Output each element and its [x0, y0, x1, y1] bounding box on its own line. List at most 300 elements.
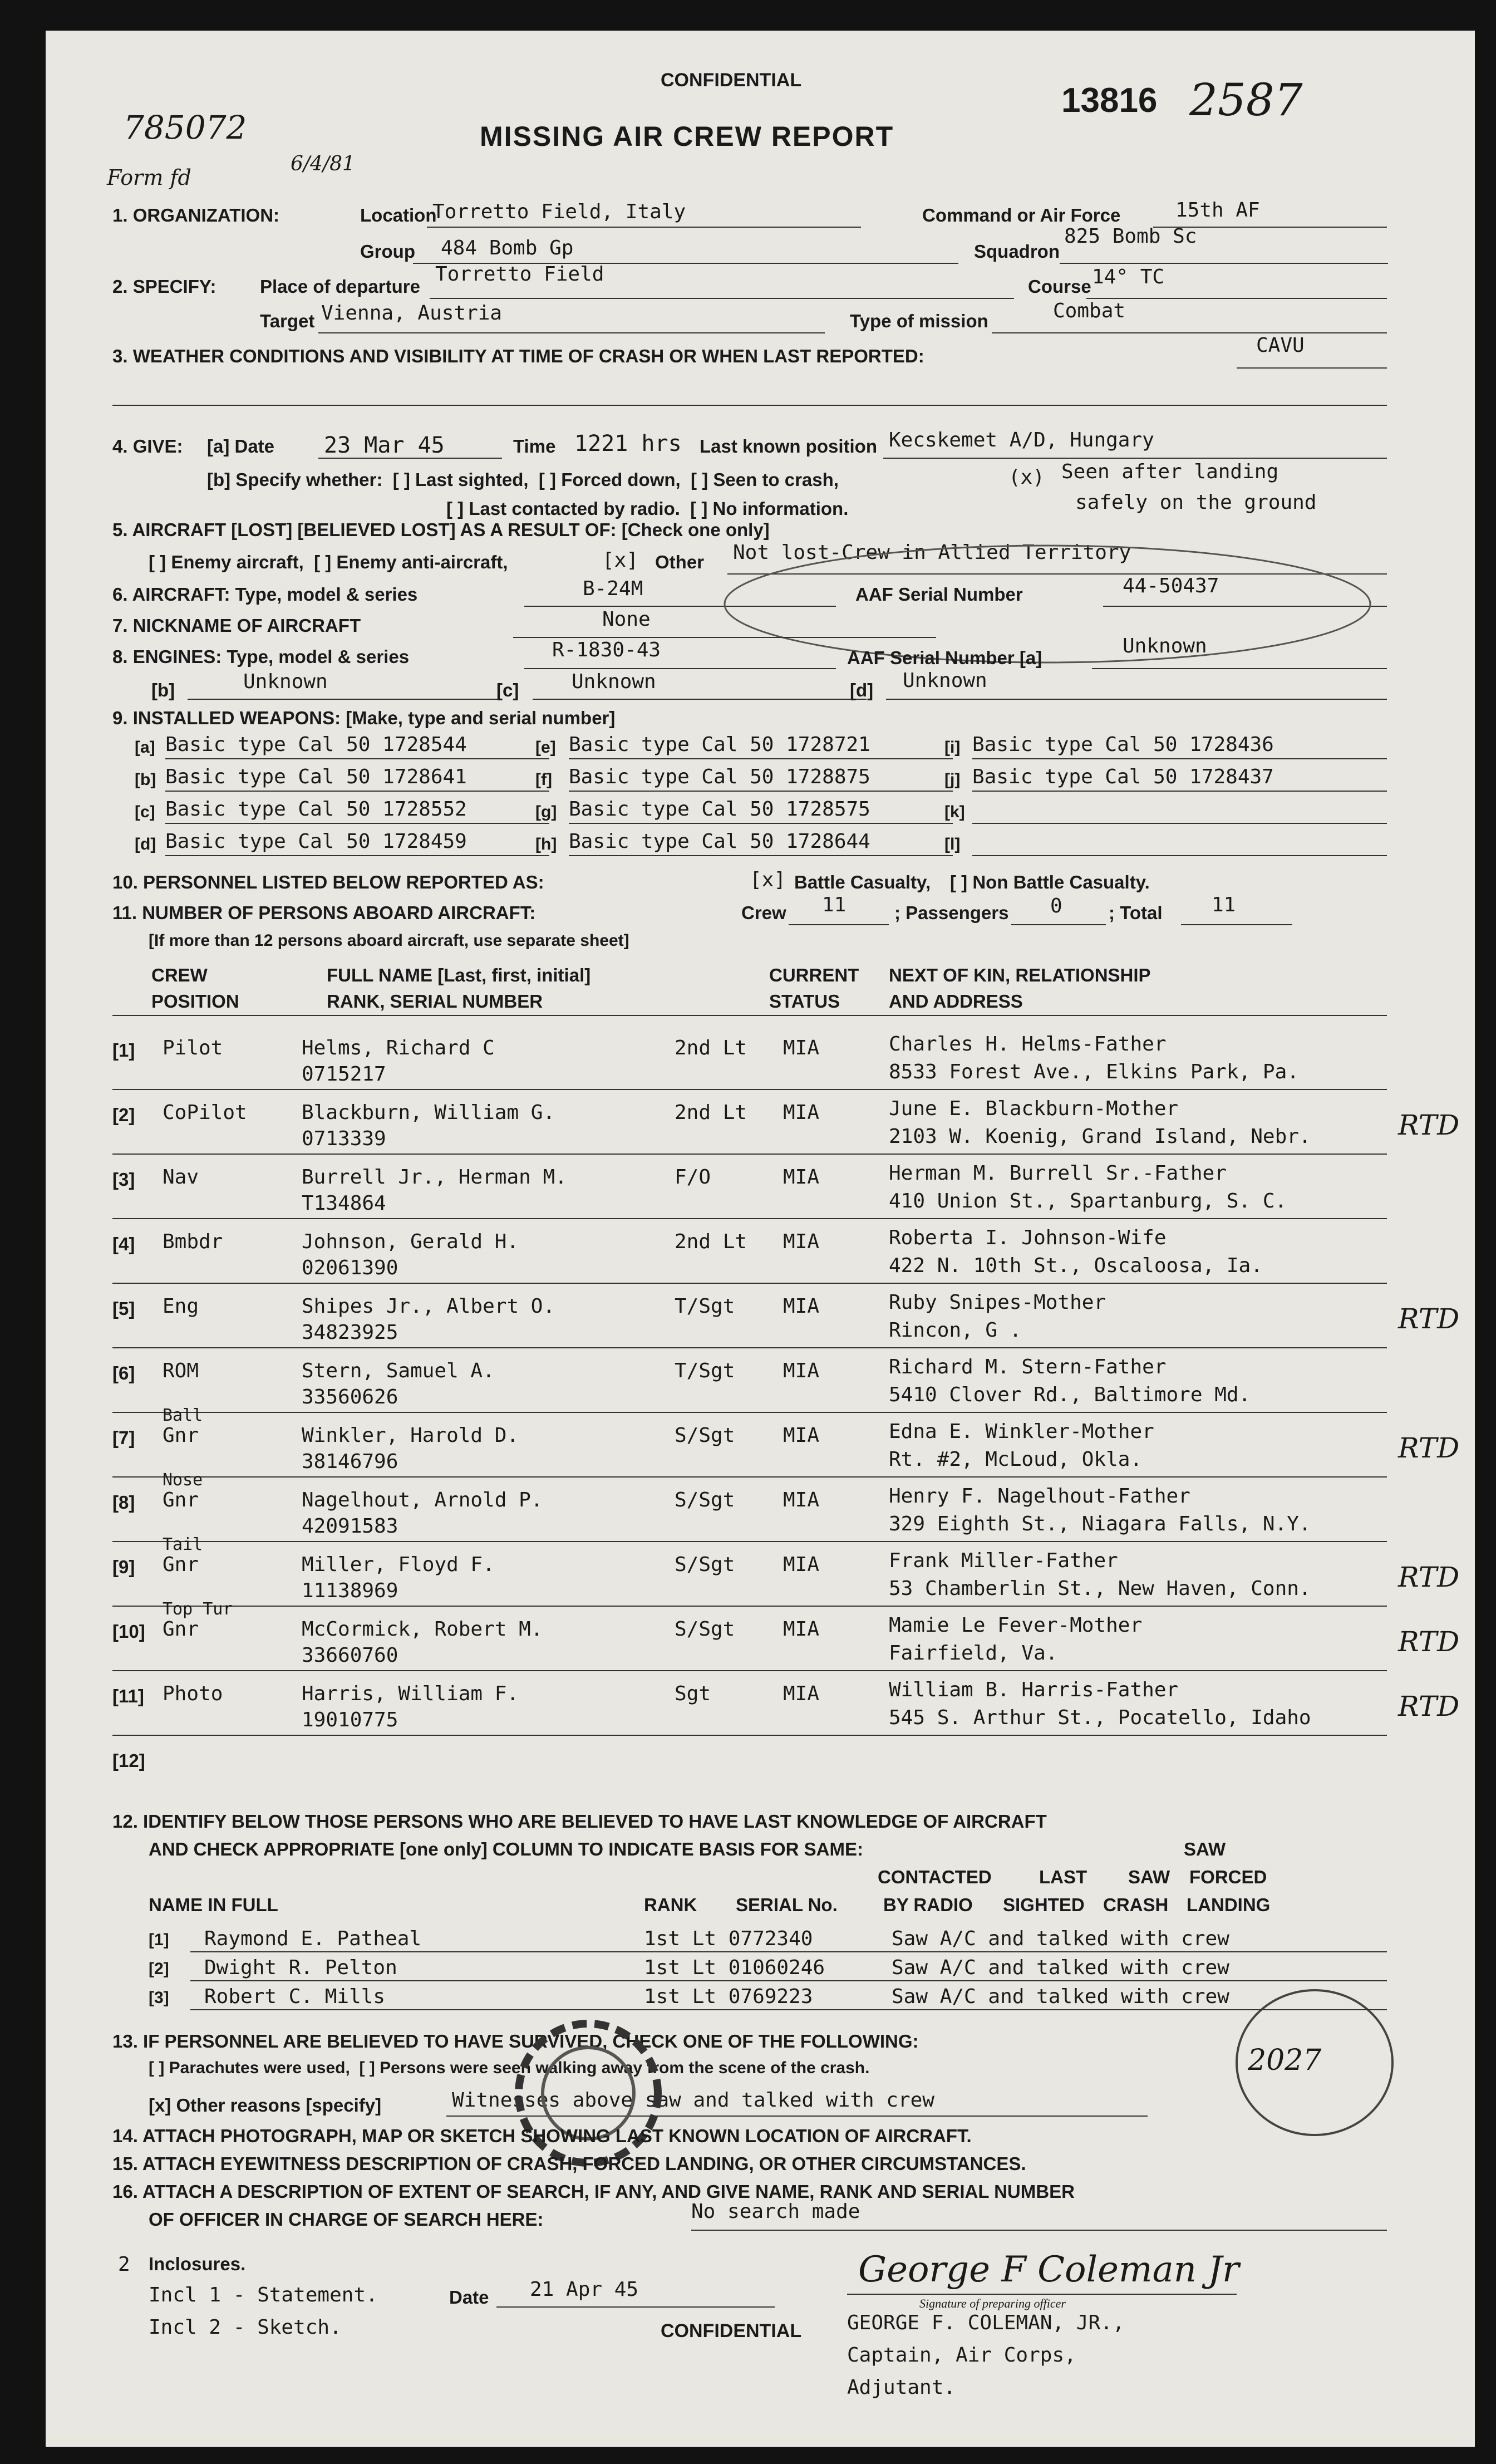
engine-d-label: [d]: [850, 680, 874, 700]
crew-next-of-kin: Henry F. Nagelhout-Father: [889, 1485, 1190, 1508]
engine-b-label: [b]: [151, 680, 175, 700]
weapon-key: [i]: [944, 738, 961, 757]
crew-rank: S/Sgt: [675, 1424, 735, 1447]
crew-position: Photo: [163, 1682, 223, 1705]
crew-position: Bmbdr: [163, 1230, 223, 1253]
crew-full-name: Blackburn, William G.: [302, 1101, 555, 1124]
crew-full-name: McCormick, Robert M.: [302, 1618, 543, 1641]
crew-row-line: [112, 1476, 1387, 1478]
knowledge-row-number: [3]: [149, 1989, 169, 2007]
crew-status: MIA: [783, 1682, 820, 1705]
item1-label: 1. ORGANIZATION:: [112, 205, 280, 225]
weapon-key: [g]: [535, 803, 557, 821]
specify-line-1: [b] Specify whether: [ ] Last sighted, [ ] Forced down, [ ] Seen to crash,: [207, 469, 839, 490]
knowledge-row-line: [190, 1951, 1387, 1952]
knowledge-rank-serial: 1st Lt 0769223: [644, 1985, 813, 2008]
crew-count-value: 11: [822, 894, 847, 916]
crew-row-line: [112, 1606, 1387, 1607]
battle-casualty-label: Battle Casualty,: [794, 872, 931, 892]
signature-line: [847, 2294, 1237, 2295]
position-value: Kecskemet A/D, Hungary: [889, 429, 1154, 451]
handwritten-note: Form fd: [107, 165, 191, 190]
engine-d-line: [886, 699, 1387, 700]
course-value: 14° TC: [1092, 266, 1165, 288]
weapon-line: [972, 855, 1387, 856]
handwritten-signature: George F Coleman Jr: [858, 2249, 1239, 2290]
mission-line: [992, 332, 1387, 333]
target-label: Target: [260, 311, 315, 331]
weapon-key: [f]: [535, 770, 552, 789]
knowledge-basis: Saw A/C and talked with crew: [892, 1985, 1229, 2008]
item12-header-sighted: SIGHTED: [1003, 1894, 1085, 1915]
officer-name: GEORGE F. COLEMAN, JR.,: [847, 2311, 1125, 2334]
crew-rtd-note: RTD: [1398, 1626, 1460, 1658]
command-label: Command or Air Force: [922, 205, 1121, 225]
crew-serial-number: 33560626: [302, 1386, 398, 1408]
crew-rtd-note: RTD: [1398, 1690, 1460, 1722]
crew-position: Nav: [163, 1166, 199, 1189]
location-value: Torretto Field, Italy: [432, 200, 686, 223]
crew-serial-number: 0715217: [302, 1063, 386, 1086]
knowledge-name: Robert C. Mills: [204, 1985, 386, 2008]
crew-address: 5410 Clover Rd., Baltimore Md.: [889, 1383, 1251, 1406]
header-rank-serial: RANK, SERIAL NUMBER: [327, 991, 543, 1012]
item12-header-forced: FORCED: [1189, 1867, 1267, 1887]
handwritten-number: 2587: [1189, 74, 1303, 126]
header-underline: [112, 1015, 1387, 1016]
crew-row-number: [5]: [112, 1298, 135, 1319]
crew-position: ROM: [163, 1359, 199, 1382]
engine-type-line: [524, 668, 836, 669]
crew-status: MIA: [783, 1166, 820, 1189]
crew-next-of-kin: June E. Blackburn-Mother: [889, 1097, 1179, 1120]
signature-label: Signature of preparing officer: [919, 2296, 1066, 2310]
item12-header-crash: CRASH: [1103, 1894, 1169, 1915]
crew-rtd-note: RTD: [1398, 1561, 1460, 1593]
inclosures-label: Inclosures.: [149, 2254, 246, 2274]
inclosure-1: Incl 1 - Statement.: [149, 2284, 378, 2306]
departure-value: Torretto Field: [435, 263, 604, 286]
item6-label: 6. AIRCRAFT: Type, model & series: [112, 584, 418, 605]
nickname-value: None: [602, 608, 651, 631]
crew-count-line: [789, 924, 889, 925]
item12-header-last: LAST: [1039, 1867, 1087, 1887]
crew-serial-number: 42091583: [302, 1515, 398, 1538]
crew-position: Gnr: [163, 1553, 199, 1576]
crew-full-name: Nagelhout, Arnold P.: [302, 1489, 543, 1511]
crew-rank: S/Sgt: [675, 1553, 735, 1576]
weapon-line: [569, 855, 953, 856]
circular-stamp: [508, 2013, 669, 2174]
crew-serial-number: 38146796: [302, 1450, 398, 1473]
crew-address: 410 Union St., Spartanburg, S. C.: [889, 1190, 1287, 1213]
knowledge-basis: Saw A/C and talked with crew: [892, 1927, 1229, 1950]
squadron-label: Squadron: [974, 241, 1060, 262]
knowledge-name: Dwight R. Pelton: [204, 1956, 397, 1979]
item12-header-landing: LANDING: [1187, 1894, 1271, 1915]
crew-row-number: [7]: [112, 1427, 135, 1448]
item16-line: [691, 2230, 1387, 2231]
weather-value: CAVU: [1256, 334, 1305, 357]
item16-line-1: 16. ATTACH A DESCRIPTION OF EXTENT OF SEARCH, IF ANY, AND GIVE NAME, RANK AND SERIAL NUMBER: [112, 2181, 1075, 2202]
crew-position: CoPilot: [163, 1101, 247, 1124]
position-label: Last known position: [700, 436, 877, 457]
crew-full-name: Johnson, Gerald H.: [302, 1230, 519, 1253]
crew-full-name: Winkler, Harold D.: [302, 1424, 519, 1447]
time-value: 1221 hrs: [574, 431, 682, 457]
aircraft-type-value: B-24M: [583, 577, 643, 600]
command-value: 15th AF: [1175, 199, 1260, 222]
item12-header-by-radio: BY RADIO: [883, 1894, 973, 1915]
handwritten-id: 785072: [124, 109, 247, 146]
aircraft-serial-label: AAF Serial Number: [855, 584, 1023, 605]
crew-row-line: [112, 1283, 1387, 1284]
item15: 15. ATTACH EYEWITNESS DESCRIPTION OF CRASH, FORCED LANDING, OR OTHER CIRCUMSTANCES.: [112, 2153, 1026, 2174]
total-value: 11: [1212, 894, 1236, 916]
item13-line-2: [ ] Parachutes were used, [ ] Persons were seen walking away from the scene of the crash.: [149, 2059, 870, 2077]
header-next-of-kin: NEXT OF KIN, RELATIONSHIP: [889, 965, 1151, 985]
crew-position-top: Tail: [163, 1535, 203, 1554]
item12-header-serial: SERIAL No.: [736, 1894, 838, 1915]
total-line: [1181, 924, 1292, 925]
item11-label: 11. NUMBER OF PERSONS ABOARD AIRCRAFT:: [112, 902, 536, 923]
header-address: AND ADDRESS: [889, 991, 1023, 1012]
knowledge-row-number: [2]: [149, 1960, 169, 1978]
item13-other-label: [x] Other reasons [specify]: [149, 2095, 382, 2115]
crew-rtd-note: RTD: [1398, 1109, 1460, 1141]
crew-row-line: [112, 1541, 1387, 1542]
crew-address: 545 S. Arthur St., Pocatello, Idaho: [889, 1706, 1311, 1729]
crew-serial-number: 33660760: [302, 1644, 398, 1667]
weapon-line: [972, 791, 1387, 792]
knowledge-name: Raymond E. Patheal: [204, 1927, 422, 1950]
header-position: POSITION: [151, 991, 239, 1012]
weapon-key: [d]: [135, 835, 156, 853]
confidential-stamp-top: CONFIDENTIAL: [661, 70, 802, 91]
crew-position: Pilot: [163, 1037, 223, 1059]
engine-type-value: R-1830-43: [552, 639, 661, 661]
crew-status: MIA: [783, 1553, 820, 1576]
item3-label: 3. WEATHER CONDITIONS AND VISIBILITY AT TIME OF CRASH OR WHEN LAST REPORTED:: [112, 346, 924, 366]
crew-rtd-note: RTD: [1398, 1432, 1460, 1464]
header-current: CURRENT: [769, 965, 859, 985]
weapon-key: [j]: [944, 770, 961, 789]
crew-address: Rincon, G .: [889, 1319, 1022, 1342]
crew-serial-number: T134864: [302, 1192, 386, 1215]
crew-address: Rt. #2, McLoud, Okla.: [889, 1448, 1143, 1471]
crew-position: Gnr: [163, 1618, 199, 1641]
crew-full-name: Burrell Jr., Herman M.: [302, 1166, 567, 1189]
crew-serial-number: 02061390: [302, 1256, 398, 1279]
crew-position: Eng: [163, 1295, 199, 1318]
crew-count-label: Crew: [741, 902, 786, 923]
crew-rtd-note: RTD: [1398, 1303, 1460, 1335]
inclosures-count: 2: [118, 2253, 130, 2276]
squadron-line: [1060, 263, 1388, 264]
crew-row-line: [112, 1412, 1387, 1413]
item5-label: 5. AIRCRAFT [LOST] [BELIEVED LOST] AS A RESULT OF: [Check one only]: [112, 519, 770, 540]
weapon-key: [h]: [535, 835, 557, 853]
crew-status: MIA: [783, 1295, 820, 1318]
weapon-key: [c]: [135, 803, 155, 821]
knowledge-rank-serial: 1st Lt 0772340: [644, 1927, 813, 1950]
item5-options: [ ] Enemy aircraft, [ ] Enemy anti-aircraft,: [149, 552, 508, 572]
crew-position-top: Ball: [163, 1406, 203, 1425]
weapon-serial: Basic type Cal 50 1728641: [165, 765, 467, 788]
confidential-stamp-bottom: CONFIDENTIAL: [661, 2320, 802, 2342]
item4-label: 4. GIVE:: [112, 436, 183, 457]
crew-address: 8533 Forest Ave., Elkins Park, Pa.: [889, 1061, 1299, 1083]
group-label: Group: [360, 241, 415, 262]
target-value: Vienna, Austria: [321, 302, 503, 325]
crew-status: MIA: [783, 1424, 820, 1447]
crew-status: MIA: [783, 1359, 820, 1382]
weapon-key: [k]: [944, 803, 965, 821]
item13-line-1: 13. IF PERSONNEL ARE BELIEVED TO HAVE SURVIVED, CHECK ONE OF THE FOLLOWING:: [112, 2031, 919, 2051]
engine-c-value: Unknown: [572, 670, 656, 693]
crew-status: MIA: [783, 1101, 820, 1124]
handwritten-date: 6/4/81: [291, 153, 355, 175]
seen-after-value-2: safely on the ground: [1075, 491, 1317, 514]
knowledge-row-number: [1]: [149, 1931, 169, 1949]
departure-line: [430, 298, 1014, 299]
knowledge-basis: Saw A/C and talked with crew: [892, 1956, 1229, 1979]
item12-header-contacted: CONTACTED: [878, 1867, 992, 1887]
passengers-label: ; Passengers: [894, 902, 1009, 923]
knowledge-row-line: [190, 1980, 1387, 1981]
weapon-serial: Basic type Cal 50 1728436: [972, 733, 1274, 756]
crew-rank: Sgt: [675, 1682, 711, 1705]
crew-position-top: Top Tur: [163, 1599, 233, 1619]
weapon-line: [569, 758, 953, 759]
crew-next-of-kin: Charles H. Helms-Father: [889, 1033, 1167, 1056]
officer-rank: Captain, Air Corps,: [847, 2344, 1076, 2367]
crew-address: 53 Chamberlin St., New Haven, Conn.: [889, 1577, 1311, 1600]
weapon-serial: Basic type Cal 50 1728459: [165, 830, 467, 853]
target-line: [318, 332, 825, 333]
seen-after-value: Seen after landing: [1061, 460, 1279, 483]
time-label: Time: [513, 436, 556, 457]
crew-full-name: Shipes Jr., Albert O.: [302, 1295, 555, 1318]
crew-next-of-kin: Frank Miller-Father: [889, 1549, 1118, 1572]
weather-line-2: [112, 405, 1387, 406]
course-label: Course: [1028, 276, 1091, 297]
item12-header-saw: SAW: [1128, 1867, 1170, 1887]
crew-row-number: [6]: [112, 1363, 135, 1383]
crew-row-number: [11]: [112, 1686, 144, 1706]
squadron-value: 825 Bomb Sc: [1064, 225, 1197, 248]
crew-address: 422 N. 10th St., Oscaloosa, Ia.: [889, 1254, 1263, 1277]
item10-label: 10. PERSONNEL LISTED BELOW REPORTED AS:: [112, 872, 544, 892]
weapon-line: [569, 823, 953, 824]
report-page: [46, 31, 1475, 2447]
crew-row-line: [112, 1218, 1387, 1219]
location-label: Location: [360, 205, 437, 225]
crew-row-line: [112, 1670, 1387, 1671]
crew-next-of-kin: Mamie Le Fever-Mother: [889, 1614, 1143, 1637]
crew-status: MIA: [783, 1489, 820, 1511]
item16-value: No search made: [691, 2200, 860, 2223]
crew-position-top: Nose: [163, 1470, 203, 1490]
footer-date-value: 21 Apr 45: [530, 2278, 639, 2301]
mission-value: Combat: [1053, 300, 1126, 322]
crew-status: MIA: [783, 1230, 820, 1253]
crew-row-number: [4]: [112, 1234, 135, 1254]
weapon-serial: Basic type Cal 50 1728644: [569, 830, 870, 853]
crew-rank: 2nd Lt: [675, 1230, 747, 1253]
crew-rank: S/Sgt: [675, 1618, 735, 1641]
crew-row-line: [112, 1154, 1387, 1155]
weapon-line: [972, 758, 1387, 759]
crew-rank: 2nd Lt: [675, 1037, 747, 1059]
engine-a-value: Unknown: [1123, 635, 1207, 657]
weather-line: [1237, 367, 1387, 369]
item8-label: 8. ENGINES: Type, model & series: [112, 646, 410, 667]
crew-status: MIA: [783, 1618, 820, 1641]
crew-row-line: [112, 1347, 1387, 1348]
crew-rank: 2nd Lt: [675, 1101, 747, 1124]
engine-b-line: [188, 699, 499, 700]
weapon-line: [165, 758, 549, 759]
item14: 14. ATTACH PHOTOGRAPH, MAP OR SKETCH SHOWING LAST KNOWN LOCATION OF AIRCRAFT.: [112, 2126, 972, 2146]
crew-position: Gnr: [163, 1489, 199, 1511]
weapon-line: [972, 823, 1387, 824]
crew-row-number: [2]: [112, 1105, 135, 1125]
engine-c-label: [c]: [496, 680, 519, 700]
inclosure-2: Incl 2 - Sketch.: [149, 2316, 342, 2339]
battle-casualty-mark: [x]: [750, 868, 786, 891]
crew-serial-number: 19010775: [302, 1709, 398, 1731]
footer-date-line: [496, 2306, 775, 2308]
crew-rank: T/Sgt: [675, 1295, 735, 1318]
item12-line-1: 12. IDENTIFY BELOW THOSE PERSONS WHO ARE BELIEVED TO HAVE LAST KNOWLEDGE OF AIRCRAFT: [112, 1811, 1047, 1832]
footer-date-label: Date: [449, 2287, 489, 2308]
engine-serial-label: AAF Serial Number [a]: [847, 647, 1042, 668]
crew-row-number: [3]: [112, 1169, 135, 1190]
crew-full-name: Helms, Richard C: [302, 1037, 495, 1059]
knowledge-row-line: [190, 2009, 1387, 2010]
crew-position: Gnr: [163, 1424, 199, 1447]
weapon-key: [e]: [535, 738, 556, 757]
weapon-serial: Basic type Cal 50 1728544: [165, 733, 467, 756]
crew-status: MIA: [783, 1037, 820, 1059]
header-full-name: FULL NAME [Last, first, initial]: [327, 965, 591, 985]
item12-header-rank: RANK: [644, 1894, 697, 1915]
item2-label: 2. SPECIFY:: [112, 276, 216, 297]
item11-note: [If more than 12 persons aboard aircraft, use separate sheet]: [149, 931, 629, 950]
seen-after-mark: (x): [1008, 466, 1045, 489]
item5-other-mark: [x]: [602, 549, 639, 572]
crew-next-of-kin: Herman M. Burrell Sr.-Father: [889, 1162, 1227, 1185]
crew-row-line: [112, 1735, 1387, 1736]
header-crew: CREW: [151, 965, 208, 985]
item5-other-label: Other: [655, 552, 705, 572]
crew-next-of-kin: Roberta I. Johnson-Wife: [889, 1226, 1167, 1249]
crew-next-of-kin: Edna E. Winkler-Mother: [889, 1420, 1154, 1443]
crew-address: Fairfield, Va.: [889, 1642, 1058, 1665]
aircraft-serial-value: 44-50437: [1123, 575, 1219, 597]
crew-rank: S/Sgt: [675, 1489, 735, 1511]
report-title: MISSING AIR CREW REPORT: [480, 121, 894, 152]
item12-line-2: AND CHECK APPROPRIATE [one only] COLUMN TO INDICATE BASIS FOR SAME:: [149, 1839, 863, 1859]
crew-full-name: Miller, Floyd F.: [302, 1553, 495, 1576]
weapon-key: [l]: [944, 835, 961, 853]
group-value: 484 Bomb Gp: [441, 237, 574, 259]
crew-rank: T/Sgt: [675, 1359, 735, 1382]
crew-row-number: [10]: [112, 1621, 145, 1642]
item9-label: 9. INSTALLED WEAPONS: [Make, type and serial number]: [112, 708, 616, 728]
crew-row-number: [8]: [112, 1492, 135, 1513]
weapon-line: [165, 855, 549, 856]
weapon-serial: Basic type Cal 50 1728721: [569, 733, 870, 756]
engine-a-line: [1092, 668, 1387, 669]
crew-rank: F/O: [675, 1166, 711, 1189]
crew-serial-number: 0713339: [302, 1127, 386, 1150]
mission-label: Type of mission: [850, 311, 988, 331]
weapon-line: [165, 791, 549, 792]
pencil-circle-mark: [713, 537, 1381, 671]
passengers-line: [1011, 924, 1106, 925]
position-line: [883, 458, 1387, 459]
crew-next-of-kin: Ruby Snipes-Mother: [889, 1291, 1106, 1314]
crew-next-of-kin: William B. Harris-Father: [889, 1678, 1179, 1701]
weapon-serial: Basic type Cal 50 1728437: [972, 765, 1274, 788]
knowledge-rank-serial: 1st Lt 01060246: [644, 1956, 825, 1979]
weapon-serial: Basic type Cal 50 1728552: [165, 798, 467, 821]
item12-header-name: NAME IN FULL: [149, 1894, 278, 1915]
date-value: 23 Mar 45: [324, 433, 445, 458]
engine-d-value: Unknown: [903, 669, 987, 692]
item5-other-value: Not lost-Crew in Allied Territory: [733, 541, 1131, 564]
crew-full-name: Stern, Samuel A.: [302, 1359, 495, 1382]
report-number: 13816: [1061, 81, 1158, 120]
item16-line-2: OF OFFICER IN CHARGE OF SEARCH HERE:: [149, 2209, 544, 2230]
weapon-key: [a]: [135, 738, 155, 757]
item7-label: 7. NICKNAME OF AIRCRAFT: [112, 615, 361, 636]
specify-line-2: [ ] Last contacted by radio. [ ] No information.: [446, 498, 849, 519]
weapon-line: [165, 823, 549, 824]
weapon-serial: Basic type Cal 50 1728575: [569, 798, 870, 821]
weapon-line: [569, 791, 953, 792]
crew-serial-number: 11138969: [302, 1579, 398, 1602]
crew-full-name: Harris, William F.: [302, 1682, 519, 1705]
engine-c-line: [533, 699, 867, 700]
crew-row-line: [112, 1089, 1387, 1090]
weapon-key: [b]: [135, 770, 156, 789]
non-battle-casualty-label: [ ] Non Battle Casualty.: [950, 872, 1150, 892]
nickname-line: [513, 637, 936, 638]
crew-row-number: [9]: [112, 1557, 135, 1577]
header-status: STATUS: [769, 991, 840, 1012]
crew-row-number: [12]: [112, 1750, 145, 1771]
course-line: [1086, 298, 1387, 299]
item12-header-saw-forced: SAW: [1184, 1839, 1226, 1859]
crew-next-of-kin: Richard M. Stern-Father: [889, 1356, 1167, 1378]
passengers-value: 0: [1050, 895, 1062, 917]
crew-address: 329 Eighth St., Niagara Falls, N.Y.: [889, 1513, 1311, 1535]
weapon-serial: Basic type Cal 50 1728875: [569, 765, 870, 788]
handwritten-margin-number: 2027: [1248, 2044, 1322, 2077]
crew-serial-number: 34823925: [302, 1321, 398, 1344]
location-line: [427, 227, 861, 228]
crew-row-number: [1]: [112, 1040, 135, 1061]
officer-title: Adjutant.: [847, 2376, 956, 2399]
date-label: [a] Date: [207, 436, 275, 457]
item13-other-value: Witnesses above saw and talked with crew: [452, 2089, 934, 2112]
engine-b-value: Unknown: [243, 670, 328, 693]
departure-label: Place of departure: [260, 276, 420, 297]
crew-address: 2103 W. Koenig, Grand Island, Nebr.: [889, 1125, 1311, 1148]
